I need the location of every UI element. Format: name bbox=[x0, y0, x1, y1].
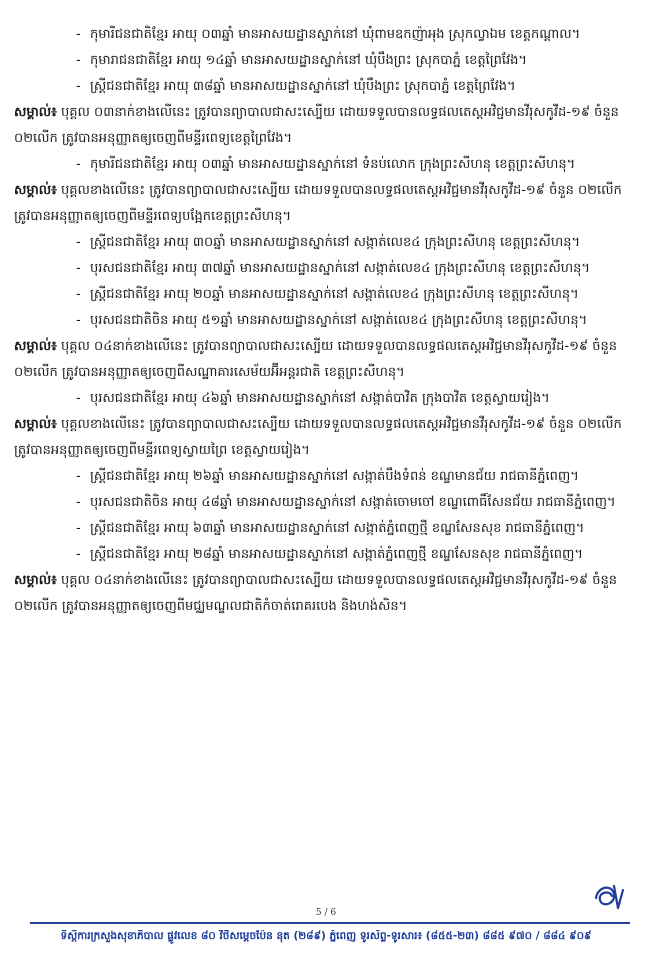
note-paragraph bbox=[14, 100, 638, 152]
note-text: បុគ្គល ០៤នាក់ខាងលើនេះ ត្រូវបានព្យាបាលជាសះស្បើយ ដោយទទួលបានលទ្ធផលតេស្តអវិជ្ជមានវីរុសកូវីដ-១៩ ចំនួន ០២លើក ត្រូវបានអនុញ្ញាតឲ្យចេញពីមជ្ឈមណ្ឌលជាតិកំចាត់រោគរបេង និងហង់សិន។ bbox=[14, 573, 618, 614]
list-item bbox=[14, 256, 638, 282]
note-label: សម្គាល់៖ bbox=[14, 183, 57, 198]
note-paragraph bbox=[14, 334, 638, 386]
note-text: បុគ្គលខាងលើនេះ ត្រូវបានព្យាបាលជាសះស្បើយ ដោយទទួលបានលទ្ធផលតេស្តអវិជ្ជមានវីរុសកូវីដ-១៩ ចំនួន ០២លើក ត្រូវបានអនុញ្ញាតឲ្យចេញពីមន្ទីរពេទ្យស្វាយព្រៃ ខេត្តស្វាយរៀង។ bbox=[14, 417, 622, 458]
footer-divider bbox=[30, 922, 630, 924]
note-paragraph bbox=[14, 568, 638, 620]
bullet-dash: - bbox=[76, 521, 81, 536]
list-item-text: បុរសជនជាតិខ្មែរ អាយុ ៤៦ឆ្នាំ មានអាសយដ្ឋានស្នាក់នៅ សង្កាត់បាវិត ក្រុងបាវិត ខេត្តស្វាយរៀង។ bbox=[90, 391, 550, 406]
list-item bbox=[14, 282, 638, 308]
list-item bbox=[14, 464, 638, 490]
list-item bbox=[14, 490, 638, 516]
list-item-text: ស្ត្រីជនជាតិខ្មែរ អាយុ ៣៨ឆ្នាំ មានអាសយដ្ឋានស្នាក់នៅ ឃុំបឹងព្រះ ស្រុកបាភ្នំ ខេត្តព្រៃវែង។ bbox=[90, 79, 516, 94]
bullet-dash: - bbox=[76, 469, 81, 484]
note-text: បុគ្គលខាងលើនេះ ត្រូវបានព្យាបាលជាសះស្បើយ ដោយទទួលបានលទ្ធផលតេស្តអវិជ្ជមានវីរុសកូវីដ-១៩ ចំនួន ០២លើក ត្រូវបានអនុញ្ញាតឲ្យចេញពីមន្ទីរពេទ្យបង្អែកខេត្តព្រះសីហនុ។ bbox=[14, 183, 622, 224]
note-label: សម្គាល់៖ bbox=[14, 339, 57, 354]
list-item-text: បុរសជនជាតិចិន អាយុ ៤៨ឆ្នាំ មានអាសយដ្ឋានស្នាក់នៅ សង្កាត់ចោមចៅ ខណ្ឌពោធិ៍សែនជ័យ រាជធានីភ្នំពេញ។ bbox=[90, 495, 616, 510]
page-number: 5 / 6 bbox=[315, 908, 337, 918]
list-item bbox=[14, 74, 638, 100]
list-item-text: បុរសជនជាតិចិន អាយុ ៥១ឆ្នាំ មានអាសយដ្ឋានស្នាក់នៅ សង្កាត់លេខ៤ ក្រុងព្រះសីហនុ ខេត្តព្រះសីហនុ។ bbox=[90, 313, 588, 328]
bullet-dash: - bbox=[76, 313, 81, 328]
note-text: បុគ្គល ០៣នាក់ខាងលើនេះ ត្រូវបានព្យាបាលជាសះស្បើយ ដោយទទួលបានលទ្ធផលតេស្តអវិជ្ជមានវីរុសកូវីដ-១៩ ចំនួន ០២លើក ត្រូវបានអនុញ្ញាតឲ្យចេញពីមន្ទីរពេទ្យខេត្តព្រៃវែង។ bbox=[14, 105, 619, 146]
list-item bbox=[14, 516, 638, 542]
list-item-text: ស្ត្រីជនជាតិខ្មែរ អាយុ ៦៣ឆ្នាំ មានអាសយដ្ឋានស្នាក់នៅ សង្កាត់ភ្នំពេញថ្មី ខណ្ឌសែនសុខ រាជធានីភ្នំពេញ។ bbox=[90, 521, 585, 536]
list-item bbox=[14, 230, 638, 256]
list-item-text: ស្ត្រីជនជាតិខ្មែរ អាយុ ២៦ឆ្នាំ មានអាសយដ្ឋានស្នាក់នៅ សង្កាត់បឹងទំពន់ ខណ្ឌមានជ័យ រាជធានីភ្នំពេញ។ bbox=[90, 469, 579, 484]
list-item-text: ស្ត្រីជនជាតិខ្មែរ អាយុ ២០ឆ្នាំ មានអាសយដ្ឋានស្នាក់នៅ សង្កាត់លេខ៤ ក្រុងព្រះសីហនុ ខេត្តព្រះសីហនុ។ bbox=[90, 287, 579, 302]
bullet-dash: - bbox=[76, 79, 81, 94]
list-item bbox=[14, 48, 638, 74]
list-item bbox=[14, 22, 638, 48]
note-paragraph bbox=[14, 178, 638, 230]
list-item-text: ស្ត្រីជនជាតិខ្មែរ អាយុ ៣០ឆ្នាំ មានអាសយដ្ឋានស្នាក់នៅ សង្កាត់លេខ៤ ក្រុងព្រះសីហនុ ខេត្តព្រះសីហនុ។ bbox=[90, 235, 581, 250]
bullet-dash: - bbox=[76, 157, 81, 172]
note-paragraph bbox=[14, 412, 638, 464]
list-item-text: ស្ត្រីជនជាតិខ្មែរ អាយុ ២៨ឆ្នាំ មានអាសយដ្ឋានស្នាក់នៅ សង្កាត់ភ្នំពេញថ្មី ខណ្ឌសែនសុខ រាជធានីភ្នំពេញ។ bbox=[90, 547, 583, 562]
bullet-dash: - bbox=[76, 391, 81, 406]
bullet-dash: - bbox=[76, 547, 81, 562]
note-label: សម្គាល់៖ bbox=[14, 105, 57, 120]
list-item bbox=[14, 152, 638, 178]
list-item-text: កុមារាជនជាតិខ្មែរ អាយុ ១៤ឆ្នាំ មានអាសយដ្ឋានស្នាក់នៅ ឃុំបឹងព្រះ ស្រុកបាភ្នំ ខេត្តព្រៃវែង។ bbox=[90, 53, 527, 68]
bullet-dash: - bbox=[76, 53, 81, 68]
note-label: សម្គាល់៖ bbox=[14, 573, 57, 588]
bullet-dash: - bbox=[76, 287, 81, 302]
list-item-text: កុមារីជនជាតិខ្មែរ អាយុ ០៣ឆ្នាំ មានអាសយដ្ឋានស្នាក់នៅ ឃុំពាមឧកញ៉ាអុង ស្រុកល្វាឯម ខេត្តកណ្តាល។ bbox=[90, 27, 581, 42]
list-item-text: កុមារីជនជាតិខ្មែរ អាយុ ០៣ឆ្នាំ មានអាសយដ្ឋានស្នាក់នៅ ទំនប់លោក ក្រុងព្រះសីហនុ ខេត្តព្រះសីហនុ។ bbox=[90, 157, 576, 172]
bullet-dash: - bbox=[76, 495, 81, 510]
bullet-dash: - bbox=[76, 235, 81, 250]
document-body bbox=[14, 22, 638, 620]
note-text: បុគ្គល ០៤នាក់ខាងលើនេះ ត្រូវបានព្យាបាលជាសះស្បើយ ដោយទទួលបានលទ្ធផលតេស្តអវិជ្ជមានវីរុសកូវីដ-១៩ ចំនួន ០២លើក ត្រូវបានអនុញ្ញាតឲ្យចេញពីសណ្ឋាគារសេម័យអ៊ីអន្តរជាតិ ខេត្តព្រះសីហនុ។ bbox=[14, 339, 618, 380]
bullet-dash: - bbox=[76, 27, 81, 42]
ministry-logo-icon bbox=[590, 880, 626, 914]
list-item-text: បុរសជនជាតិខ្មែរ អាយុ ៣៧ឆ្នាំ មានអាសយដ្ឋានស្នាក់នៅ សង្កាត់លេខ៤ ក្រុងព្រះសីហនុ ខេត្តព្រះសីហនុ។ bbox=[90, 261, 590, 276]
list-item bbox=[14, 386, 638, 412]
bullet-dash: - bbox=[76, 261, 81, 276]
footer-address: ទីស្តីការក្រសួងសុខាភិបាល ផ្លូវលេខ ៨០ វិថីសម្តេចប៉ែន នុត (២៨៩) ភ្នំពេញ ទូរស័ព្ទ-ទូរសារ៖ (៨៥៥-២៣) ៨៨៥ ៩៧០ / ៨៨៤ ៩០៩ bbox=[60, 930, 592, 942]
list-item bbox=[14, 542, 638, 568]
list-item bbox=[14, 308, 638, 334]
note-label: សម្គាល់៖ bbox=[14, 417, 57, 432]
